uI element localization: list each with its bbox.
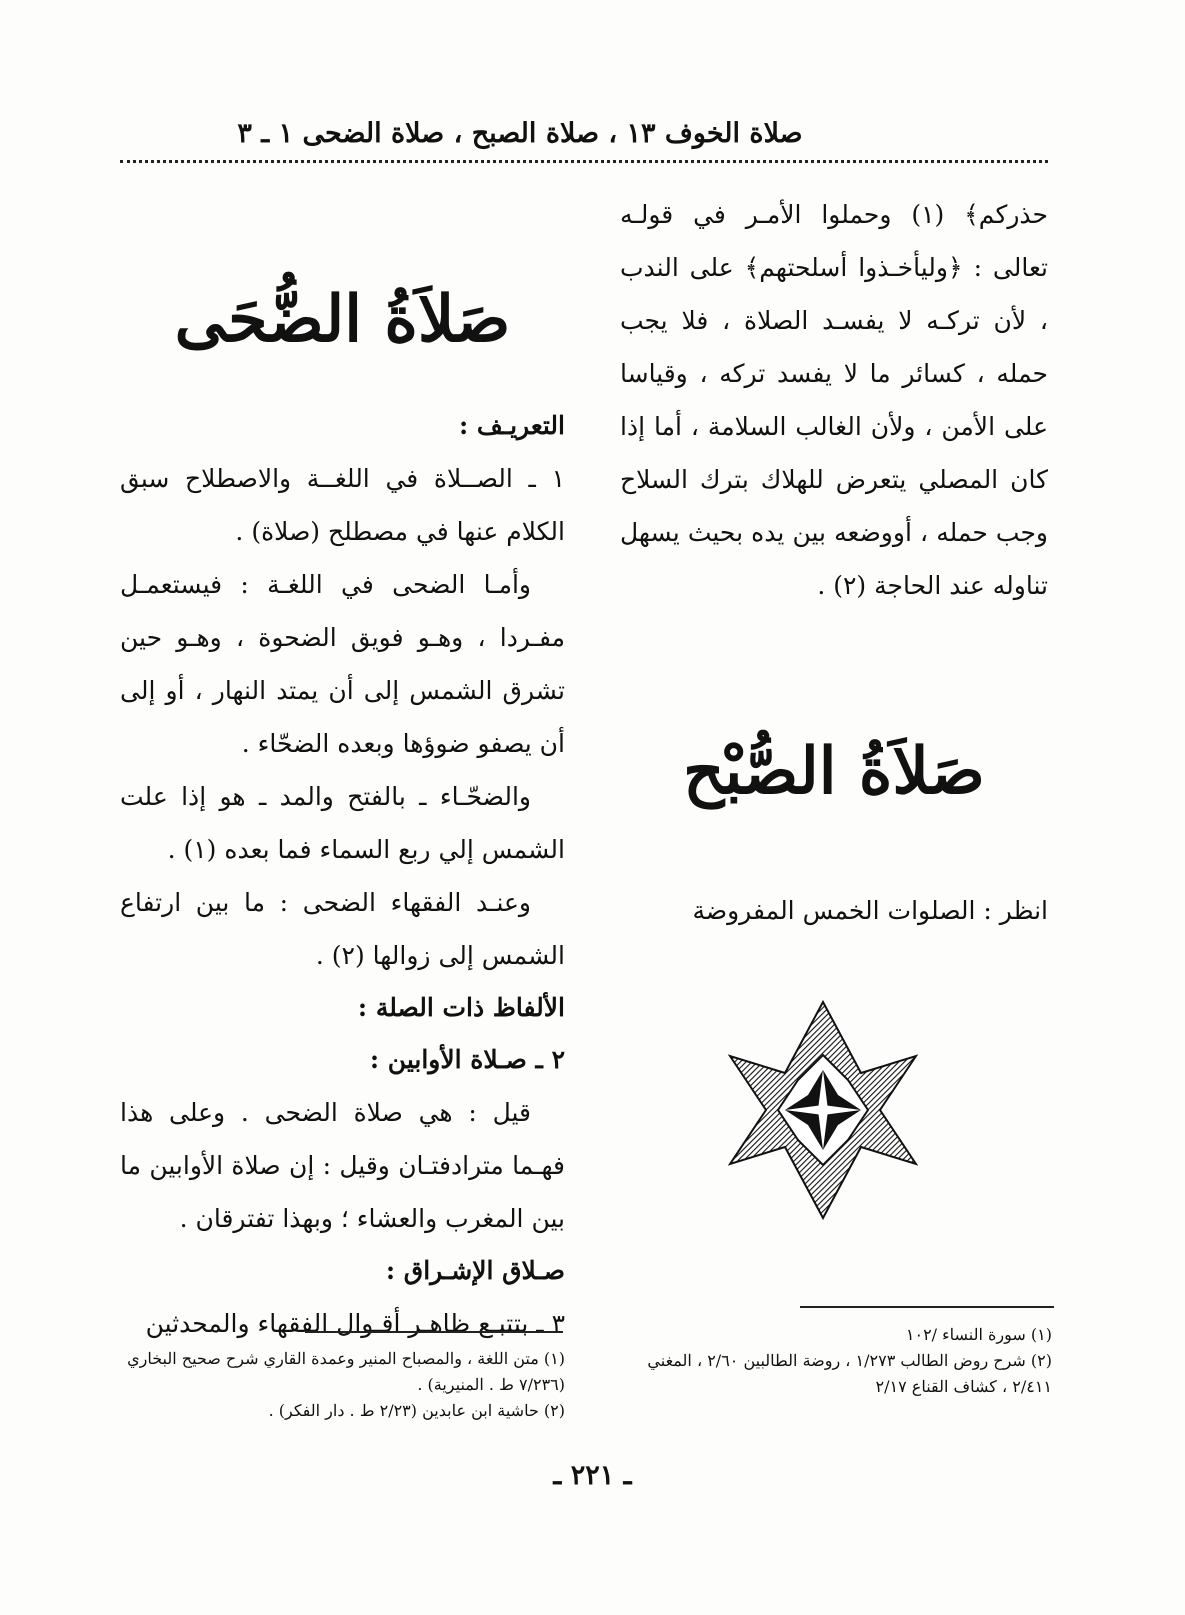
footnotes-left	[120, 1346, 565, 1424]
ishraq-heading: صـلاق الإشـراق :	[385, 1256, 565, 1285]
section-title-duha: صَلاَةُ الضُّحَى	[174, 282, 511, 357]
definition-heading: التعريـف :	[458, 411, 565, 440]
header-divider	[120, 160, 1048, 163]
running-header: صلاة الخوف ١٣ ، صلاة الصبح ، صلاة الضحى ١ ـ ٣	[237, 118, 803, 149]
footnote: (٢) شرح روض الطالب ١/٢٧٣ ، روضة الطالبين ٢/٦٠ ، المغني ٢/٤١١ ، كشاف القناع ٢/١٧	[647, 1351, 1052, 1396]
paragraph-duha-language: وأمـا الضحى في اللغـة : فيستعمـل مفـردا ، وهـو فويق الضحوة ، وهـو حين تشرق الشمس إلى أن يمتد النهار ، أو إلى أن يصفو ضوؤها وبعده الضحّاء .	[120, 570, 565, 758]
right-paragraph: حذركم﴾ (١) وحملوا الأمـر في قولـه تعالى : ﴿وليأخـذوا أسلحتهم﴾ على الندب ، لأن تركـه لا يفسـد الصلاة ، فلا يجب حمله ، كسائر ما لا يفسد تركه ، وقياسا على الأمن ، ولأن الغالب السلامة ، أما إذا كان المصلي يتعرض للهلاك بترك السلاح وجب حمله ، أووضعه بين يده بحيث يسهل تناوله عند الحاجة (٢) .	[620, 200, 1048, 600]
paragraph-fuqaha: وعنـد الفقهاء الضحى : ما بين ارتفاع الشمس إلى زوالها (٢) .	[120, 888, 565, 970]
page-number: ـ ٢٢١ ـ	[553, 1460, 632, 1491]
paragraph-awwabin: قيل : هي صلاة الضحى . وعلى هذا فهـما مترادفتـان وقيل : إن صلاة الأوابين ما بين المغرب والعشاء ؛ وبهذا تفترقان .	[120, 1098, 565, 1233]
footnote: (٢) حاشية ابن عابدين (٢/٢٣ ط . دار الفكر) .	[268, 1401, 565, 1420]
footnotes-right	[612, 1322, 1052, 1400]
awwabin-heading: ٢ ـ صـلاة الأوابين :	[369, 1045, 565, 1074]
footnote: (١) سورة النساء /١٠٢	[905, 1325, 1052, 1344]
six-pointed-star-ornament-icon	[728, 1000, 918, 1220]
paragraph-1: ١ ـ الصــلاة في اللغــة والاصطلاح سبق الكلام عنها في مصطلح (صلاة) .	[120, 464, 565, 546]
paragraph-duhaa: والضحّـاء ـ بالفتح والمد ـ هو إذا علت الشمس إلي ربع السماء فما بعده (١) .	[120, 782, 565, 864]
see-also-reference: انظر : الصلوات الخمس المفروضة	[692, 896, 1048, 925]
related-terms-heading: الألفاظ ذات الصلة :	[357, 993, 565, 1022]
right-column	[620, 188, 1048, 937]
section-title-subh: صَلاَةُ الصُّبْح	[683, 734, 985, 809]
left-column	[120, 270, 565, 1350]
footnote: (١) متن اللغة ، والمصباح المنير وعمدة القاري شرح صحيح البخاري (٧/٢٣٦ ط . المنيرية) .	[127, 1349, 565, 1394]
footnote-divider-right	[800, 1306, 1054, 1308]
paragraph-3: ٣ ـ بتتبـع ظاهـر أقـوال الفقهاء والمحدثين	[145, 1309, 565, 1338]
footnote-divider-left	[305, 1331, 563, 1333]
